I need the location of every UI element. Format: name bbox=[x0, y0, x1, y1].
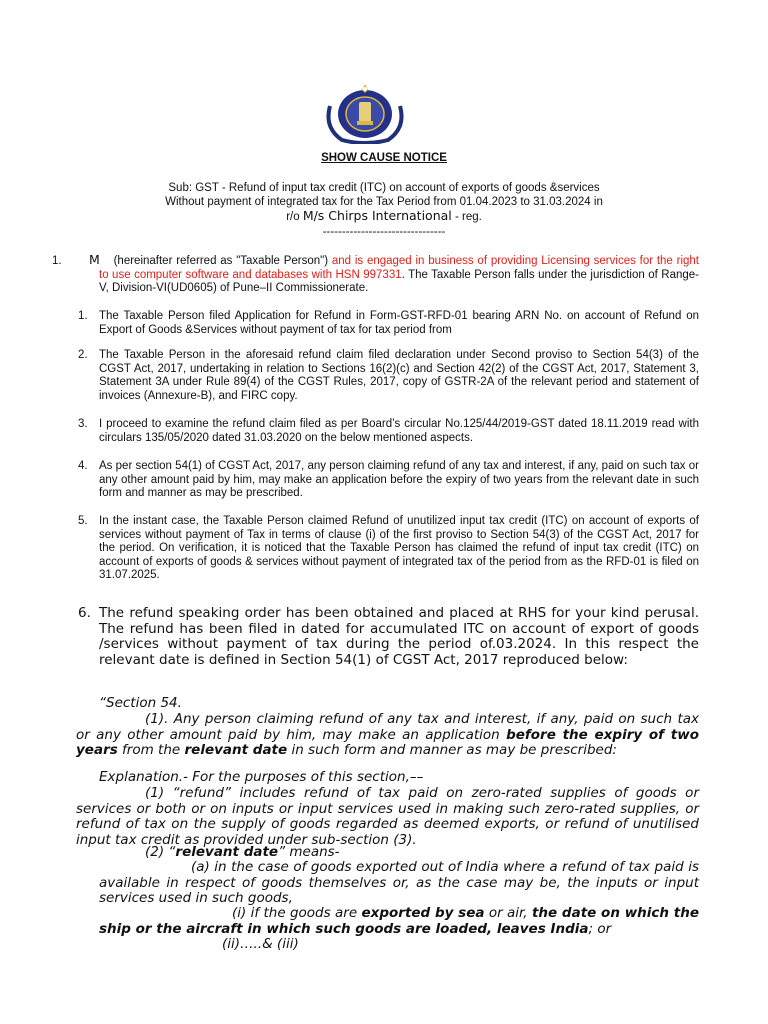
q-ei-date: the date on which the ship or the aircraft in which such goods are loaded, leaves India bbox=[99, 905, 699, 937]
cbic-emblem-logo bbox=[322, 84, 408, 144]
item-2-text: The Taxable Person in the aforesaid refund claim filed declaration under Second proviso to Section 54(3) of the CGST Act, 2017, undertaking in relation to Sections 16(2)(c) and Section 42(2) of the CGST Act, 2017, Statement 3, Statement 3A under Rule 89(4) of the CGST Rules, 2017, copy of GSTR-2A of the relevant period and statement of invoices (Annexure-B), and FIRC copy. bbox=[99, 349, 699, 402]
item-4-text: As per section 54(1) of CGST Act, 2017, any person claiming refund of any tax and interest, if any, paid on such tax or any other amount paid by him, may make an application before the expiry of two years from the relevant date in such form and manner as may be prescribed. bbox=[99, 460, 699, 499]
quote-explanation: Explanation.- For the purposes of this section,–– bbox=[99, 769, 424, 785]
item-2-number: 2. bbox=[78, 349, 88, 361]
q-s1-a: (1). Any person claiming refund of any tax and interest, if any, paid on such tax or any other amount paid by him, may make an application bbox=[76, 711, 699, 743]
para-1-text-b: . The Taxable Person falls under the jurisdiction of Range-V, Division-VI(UD0605) of Pune–II Commissionerate. bbox=[99, 268, 699, 294]
para-1-lead: M bbox=[89, 252, 100, 267]
subject-line-1: Sub: GST - Refund of input tax credit (ITC) on account of exports of goods &services bbox=[168, 182, 600, 194]
quote-heading: “Section 54. bbox=[99, 695, 182, 711]
item-1-text: The Taxable Person filed Application for Refund in Form-GST-RFD-01 bearing ARN No. on account of Refund on Export of Goods &Services without payment of tax for tax period from bbox=[99, 310, 699, 336]
q-ei-c: or air, bbox=[484, 905, 532, 921]
q-s1-expiry: before the expiry of two years bbox=[76, 726, 699, 758]
para-6-number: 6. bbox=[78, 605, 91, 621]
quote-section-54-1 bbox=[76, 712, 699, 759]
para-1 bbox=[89, 252, 699, 296]
para-1-text-a: (hereinafter referred as "Taxable Person") bbox=[109, 255, 329, 267]
subject-prefix: r/o bbox=[286, 211, 303, 223]
quote-expl-2a-ii-iii: (ii)…..& (iii) bbox=[222, 936, 299, 952]
subject-suffix: - reg. bbox=[451, 211, 482, 223]
item-1-number: 1. bbox=[78, 310, 88, 322]
taxpayer-name: M/s Chirps International bbox=[302, 208, 452, 223]
para-6-text: The refund speaking order has been obtained and placed at RHS for your kind perusal. The refund has been filed in dated for accumulated ITC on account of export of goods /services without payment of tax during the period of.03.2024. In this respect the relevant date is defined in Section 54(1) of CGST Act, 2017 reproduced below: bbox=[99, 605, 699, 668]
item-4-number: 4. bbox=[78, 460, 88, 472]
q-ei-d: ; or bbox=[588, 920, 612, 937]
subject-rule: -------------------------------- bbox=[322, 226, 446, 238]
subject-line-2: Without payment of integrated tax for the Tax Period from 01.04.2023 to 31.03.2024 in bbox=[165, 196, 603, 208]
q-s1-d: in such form and manner as may be prescribed: bbox=[287, 742, 617, 758]
q-ei-sea: exported by sea bbox=[361, 905, 485, 921]
item-3-text: I proceed to examine the refund claim filed as per Board’s circular No.125/44/2019-GST dated 18.11.2019 read with circulars 135/05/2020 dated 31.03.2020 on the below mentioned aspects. bbox=[99, 418, 699, 444]
q-s1-c: from the bbox=[117, 742, 185, 758]
para-1-number: 1. bbox=[52, 255, 62, 267]
q-e2-relevant-date: relevant date bbox=[175, 844, 279, 860]
quote-expl-1: (1) “refund” includes refund of tax paid on zero-rated supplies of goods or services or both or on inputs or input services used in making such zero-rated supplies, or refund of tax on the supply of goods regarded as deemed exports, or refund of unutilised input tax credit as provided under sub-section (3). bbox=[76, 785, 699, 848]
q-e2-a: (2) “ bbox=[145, 844, 176, 860]
notice-title: SHOW CAUSE NOTICE bbox=[321, 152, 447, 164]
para-1-business-desc: and is engaged in business of providing Licensing services for the right to use computer software and databases with HSN 997331 bbox=[99, 255, 699, 281]
item-5-text: In the instant case, the Taxable Person claimed Refund of unutilized input tax credit (ITC) on account of exports of services without payment of Tax in terms of clause (i) of the first proviso to Section 54(3) of the CGST Act, 2017 for the period. On verification, it is noticed that the Taxable Person has claimed the refund of input tax credit (ITC) on account of exports of goods & services without payment of integrated tax of the period from as the RFD-01 is filed on 31.07.2025. bbox=[99, 515, 699, 581]
quote-expl-2a: (a) in the case of goods exported out of India where a refund of tax paid is available in respect of goods themselves or, as the case may be, the inputs or input services used in such goods, bbox=[99, 859, 699, 906]
item-3-number: 3. bbox=[78, 418, 88, 430]
item-5-number: 5. bbox=[78, 515, 88, 527]
subject-line-3 bbox=[0, 209, 768, 224]
q-e2-c: ” means- bbox=[278, 844, 340, 860]
q-ei-a: (i) if the goods are bbox=[232, 905, 362, 921]
q-s1-relevant-date: relevant date bbox=[184, 742, 288, 758]
quote-expl-2a-i bbox=[99, 906, 699, 937]
